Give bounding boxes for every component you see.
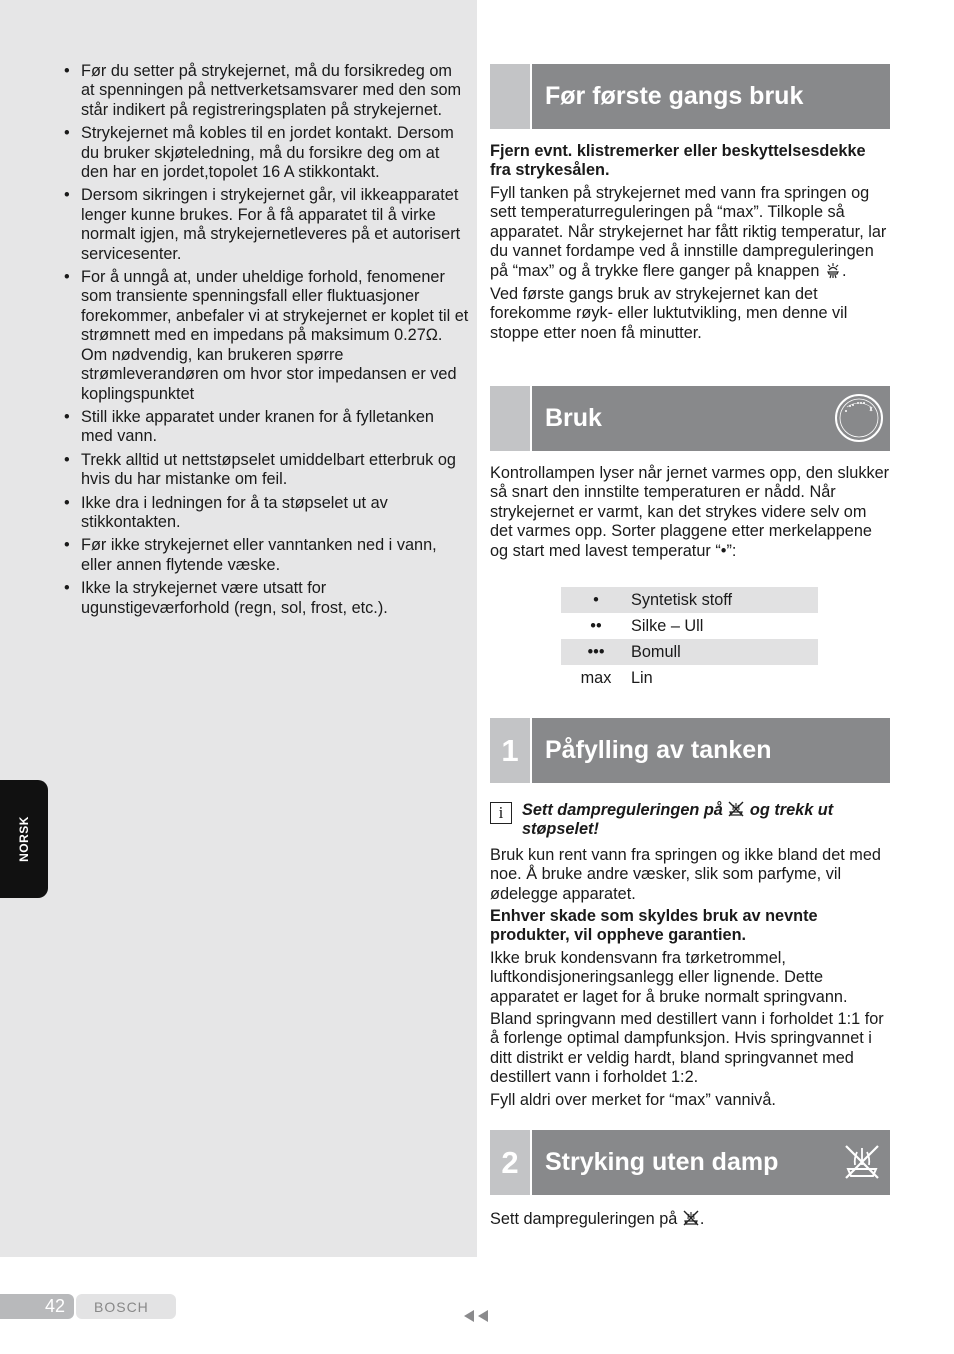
previous-page-arrows-icon[interactable] — [462, 1309, 490, 1323]
section-header-use — [490, 386, 890, 451]
fabric-label: Syntetisk stoff — [631, 590, 733, 609]
section-number-box — [490, 386, 530, 451]
list-item: • Strykejernet må kobles til en jordet kontakt. Dersom du bruker skjøteledning, må du forsikre deg om at den har en jordet,topolet 16 A stikkontakt. — [62, 124, 470, 182]
no-steam-icon — [727, 800, 745, 818]
section-number: 1 — [501, 732, 519, 768]
table-row — [561, 639, 818, 665]
language-tab — [0, 780, 48, 898]
paragraph: Bland springvann med destillert vann i forholdet 1:1 for å forlenge optimal dampfunksjon. Hvis springvannet i ditt distrikt er veldig hardt, bland springvannet med destillert vann i forholdet 1:2. — [490, 1010, 884, 1087]
no-steam-icon — [842, 1142, 882, 1182]
safety-bullet-list — [62, 62, 470, 622]
paragraph: Ved første gangs bruk av strykejernet kan det forekomme røyk- eller luktutvikling, men denne vil stoppe etter noen få minutter. — [490, 284, 848, 342]
section-number-box — [490, 718, 530, 783]
section-number-box — [490, 64, 530, 129]
section-title: Før første gangs bruk — [545, 82, 804, 110]
page-footer — [0, 1294, 176, 1319]
section-body-use — [490, 464, 890, 564]
fabric-label: Lin — [631, 668, 653, 687]
table-row — [561, 613, 818, 639]
list-item: • Før ikke strykejernet eller vanntanken ned i vann, eller annen flytende væske. — [62, 536, 470, 575]
section-title: Påfylling av tanken — [545, 736, 772, 764]
section-title-bar — [532, 64, 890, 129]
section-body-first-use — [490, 142, 890, 346]
section-title-bar — [532, 386, 890, 451]
brand-label: BOSCH — [76, 1294, 176, 1319]
warning-text: Sett dampreguleringen på og trekk ut støpselet! — [522, 801, 834, 839]
temperature-symbol: • — [593, 590, 599, 609]
paragraph: Bruk kun rent vann fra springen og ikke bland det med noe. Å bruke andre væsker, slik som parfyme, vil ødelegge apparatet. — [490, 845, 881, 903]
info-icon: i — [490, 802, 512, 824]
section-title-bar — [532, 1130, 890, 1195]
paragraph: Ikke bruk kondensvann fra tørketrommel, luftkondisjoneringsanlegg eller lignende. Dette apparatet er laget for å bruke normalt springvann. — [490, 948, 848, 1006]
page-number: 42 — [0, 1294, 74, 1319]
warranty-notice: Enhver skade som skyldes bruk av nevnte produkter, vil oppheve garantien. — [490, 907, 818, 945]
section-number: 2 — [501, 1144, 519, 1180]
list-item: • Ikke dra i ledningen for å ta støpselet ut av stikkontakten. — [62, 494, 470, 533]
section-header-first-use — [490, 64, 890, 129]
fabric-label: Silke – Ull — [631, 616, 704, 635]
section-number-box — [490, 1130, 530, 1195]
section-header-filling — [490, 718, 890, 783]
list-item: • Ikke la strykejernet være utsatt for ugunstigeværforhold (regn, sol, frost, etc.). — [62, 579, 470, 618]
temperature-symbol: ••• — [587, 642, 605, 661]
temperature-table — [561, 587, 818, 691]
temperature-symbol: •• — [590, 616, 602, 635]
section-title-bar — [532, 718, 890, 783]
warning-note — [490, 800, 890, 843]
bold-intro: Fjern evnt. klistremerker eller beskyttelsesdekke fra strykesålen. — [490, 142, 866, 180]
language-tab-label: NORSK — [17, 816, 31, 862]
list-item: • For å unngå at, under uheldige forhold, fenomener som transiente spenningsfall eller fluktuasjoner forekommer, anbefaler vi at strykejernet er koplet til et strømnett med en impedans på maksimum 0.27Ω. Om nødvendig, kan brukeren spørre strømleverandøren om hvor stor impedansen er ved koplingspunktet — [62, 268, 470, 404]
paragraph: Fyll aldri over merket for “max” vannivå. — [490, 1090, 776, 1109]
table-row — [561, 587, 818, 613]
section-header-dry-ironing — [490, 1130, 890, 1195]
steam-burst-icon — [824, 261, 842, 279]
left-panel — [0, 0, 477, 1257]
no-steam-icon — [682, 1209, 700, 1227]
section-title: Bruk — [545, 404, 602, 432]
section-body-dry-ironing — [490, 1209, 890, 1232]
temperature-dial-icon — [834, 393, 884, 443]
paragraph: Sett dampreguleringen på . — [490, 1210, 705, 1228]
list-item: • Still ikke apparatet under kranen for å fylletanken med vann. — [62, 408, 470, 447]
table-row — [561, 665, 818, 691]
list-item: • Trekk alltid ut nettstøpselet umiddelbart etterbruk og hvis du har mistanke om feil. — [62, 451, 470, 490]
fabric-label: Bomull — [631, 642, 681, 661]
paragraph: Kontrollampen lyser når jernet varmes opp, den slukker så snart den innstilte temperaturen er nådd. Når strykejernet er varmt, kan det strykes videre selv om det varmes opp. Sorter plaggene etter merkelappene og start med lavest temperatur “•”: — [490, 464, 890, 560]
temperature-symbol: max — [580, 668, 612, 687]
list-item: • Før du setter på strykejernet, må du forsikredeg om at spenningen på nettverketsamsvarer med den som står indikert på registreringsplaten på strykejernet. — [62, 62, 470, 120]
section-title: Stryking uten damp — [545, 1148, 779, 1176]
list-item: • Dersom sikringen i strykejernet går, vil ikkeapparatet lenger kunne brukes. For å få apparatet til å virke normalt igjen, må strykejernetleveres på et autorisert servicesenter. — [62, 186, 470, 264]
section-body-filling — [490, 800, 890, 1113]
paragraph: Fyll tanken på strykejernet med vann fra springen og sett temperaturreguleringen på “max”. Tilkople så apparatet. Når strykejernet har fått riktig temperatur, lar du vannet fordampe ved å innstille dampreguleringen på “max” og å trykke flere ganger på knappen . — [490, 183, 887, 281]
